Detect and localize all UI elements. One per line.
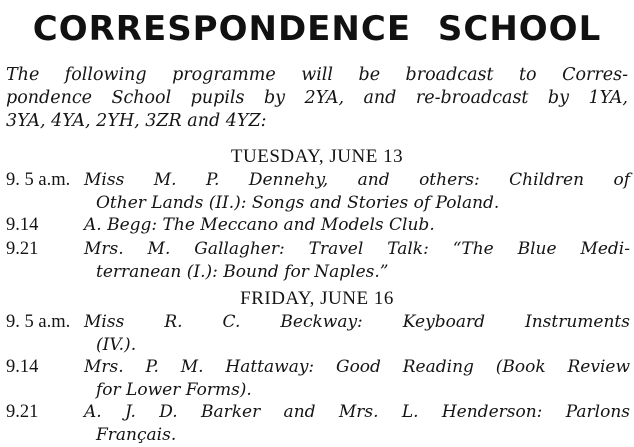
- page-title: CORRESPONDENCE SCHOOL: [32, 9, 602, 49]
- entry-line: Mrs. P. M. Hattaway: Good Reading (Book Review: [84, 357, 630, 377]
- entry-time: 9.21: [6, 402, 39, 422]
- intro-paragraph: [6, 64, 628, 133]
- entry-line: Mrs. M. Gallagher: Travel Talk: “The Blue Medi-: [84, 239, 630, 259]
- entry-description: [84, 311, 630, 357]
- programme-entry: [6, 401, 630, 447]
- entry-line: A. Begg: The Meccano and Models Club.: [84, 215, 435, 235]
- entry-line: terranean (I.): Bound for Naples.”: [96, 262, 389, 282]
- entry-line: Other Lands (II.): Songs and Stories of Poland.: [96, 193, 500, 213]
- entry-description: [84, 169, 630, 215]
- entry-description: [84, 401, 630, 447]
- programme-entry: [6, 356, 630, 402]
- programme-entry: [6, 214, 630, 237]
- entry-time: 9.14: [6, 215, 39, 235]
- entry-time: 9.21: [6, 239, 39, 259]
- intro-line: 3YA, 4YA, 2YH, 3ZR and 4YZ:: [6, 111, 267, 131]
- intro-line: pondence School pupils by 2YA, and re-broadcast by 1YA,: [6, 88, 628, 108]
- entry-time: 9. 5 a.m.: [6, 312, 71, 332]
- entry-time: 9. 5 a.m.: [6, 170, 71, 190]
- entry-description: [84, 356, 630, 402]
- entry-line: Miss R. C. Beckway: Keyboard Instruments: [84, 312, 630, 332]
- entry-line: Miss M. P. Dennehy, and others: Children of: [84, 170, 630, 190]
- entry-line: (IV.).: [96, 335, 137, 355]
- entry-description: [84, 238, 630, 284]
- entry-line: Français.: [96, 425, 177, 445]
- entry-time: 9.14: [6, 357, 39, 377]
- programme-entry: [6, 238, 630, 284]
- entry-line: for Lower Forms).: [96, 380, 252, 400]
- day-heading-friday: FRIDAY, JUNE 16: [240, 288, 394, 309]
- entry-description: [84, 214, 630, 237]
- programme-entry: [6, 169, 630, 215]
- entry-line: A. J. D. Barker and Mrs. L. Henderson: Parlons: [84, 402, 630, 422]
- intro-line: The following programme will be broadcast to Corres-: [6, 65, 628, 85]
- programme-entry: [6, 311, 630, 357]
- day-heading-tuesday: TUESDAY, JUNE 13: [230, 146, 404, 167]
